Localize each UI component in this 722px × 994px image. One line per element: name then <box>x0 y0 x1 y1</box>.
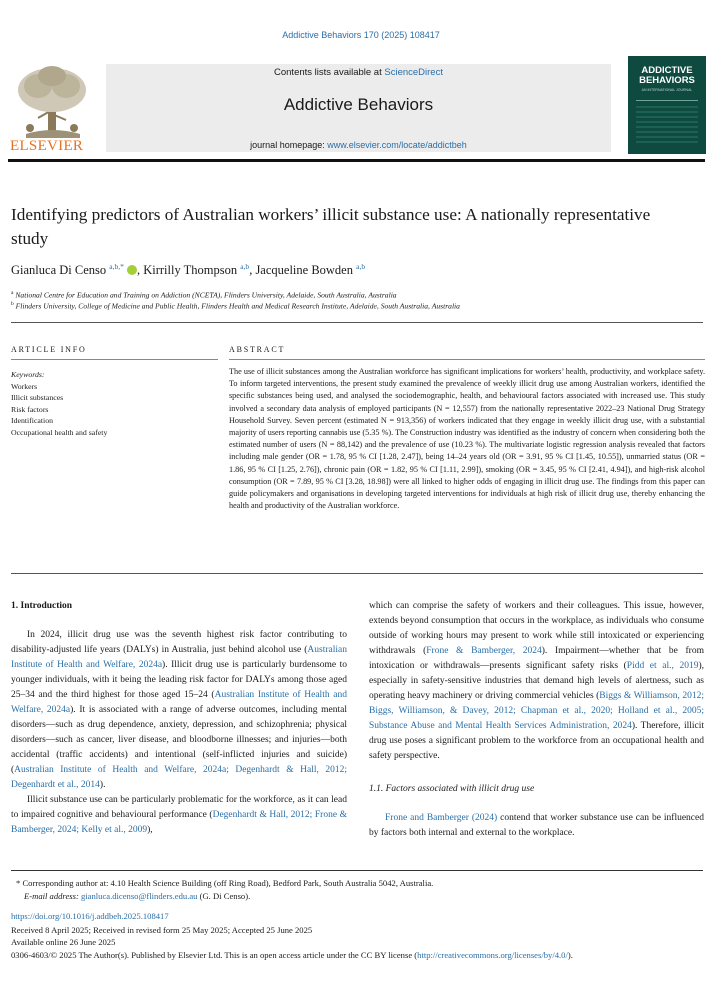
license-line <box>11 949 703 961</box>
keyword-item: Illicit substances <box>11 393 64 402</box>
affiliation-a <box>11 290 701 300</box>
keyword-item: Risk factors <box>11 404 49 414</box>
journal-reference[interactable]: Addictive Behaviors 170 (2025) 108417 <box>282 30 440 40</box>
cover-subtitle: AN INTERNATIONAL JOURNAL <box>641 88 693 92</box>
received-dates: Received 8 April 2025; Received in revised form 25 May 2025; Accepted 25 June 2025 <box>11 925 313 935</box>
corresponding-address: Corresponding author at: 4.10 Health Science Building (off Ring Road), Bedford Park, South Australia 5042, Australia. <box>22 878 434 888</box>
abstract-text: The use of illicit substances among the Australian workforce has significant implications for workers’ health, productivity, and workplace safety. To inform targeted interventions, the present study examined the prevalence of weekly illicit drug use among Australian workers, identified the specific substances being used, and analysed the sociodemographic, health, and behavioural factors associated with increased use. This study involved a secondary data analysis of employed participants (N = 12,557) from the nationally representative 2022–23 National Drug Strategy Household Survey. Seven percent (estimated N = 913,356) of workers indicated that they engage in weekly illicit drug use, with a substantial majority of users reporting cannabis use (5.35 %). The Construction industry was identified as the industry of concern when considering both the estimated number of users (N = 88,142) and the prevalence of use (10.23 %). The multivariate logistic regression analysis revealed that factors including male gender (OR = 1.78, 95 % CI [1.28, 2.47]), being 14–24 years old (OR = 3.91, 95 % CI [1.45, 10.55]), unmarried status (OR = 1.86, 95 % CI [1.25, 2.76]), chronic pain (OR = 1.82, 95 % CI [1.11, 2.99]), smoking (OR = 3.45, 95 % CI [2.41, 4.94]), and high-risk alcohol consumption (OR = 7.89, 95 % CI [3.28, 18.98]) were all linked to higher odds of engaging in illicit drug use. The findings from this paper can guide policymakers and organisations in developing targeted interventions for individuals at high risk of illicit drug use, thereby enhancing the health and productivity of the Australian workforce. <box>229 367 705 511</box>
author-name[interactable]: Gianluca Di Censo <box>11 263 107 277</box>
citation-link[interactable]: Australian Institute of Health and Welfare, 2024a; Degenhardt & Hall, 2012; Degenhardt et al., 2014 <box>11 765 347 790</box>
email-label: E-mail address: <box>24 891 81 901</box>
contents-prefix: Contents lists available at <box>274 67 385 78</box>
asterisk-marker: * <box>16 878 21 888</box>
author-name[interactable]: Kirrilly Thompson <box>143 263 238 277</box>
paragraph <box>11 628 347 793</box>
journal-title: Addictive Behaviors <box>283 95 434 114</box>
paragraph-text: contend that worker substance use can be influenced by factors both internal and external to the workplace. <box>369 813 704 838</box>
subsection-heading: 1.1. Factors associated with illicit drug use <box>369 784 535 794</box>
citation-link[interactable]: Biggs & Williamson, 2012; Biggs, Williamson, & Davey, 2012; Chapman et al., 2020; Holland et al., 2005; Substance Abuse and Mental Health Services Administration, 2024 <box>369 691 704 731</box>
body-column-left <box>11 599 347 838</box>
paragraph-text: ). It is associated with a range of adverse outcomes, including mental disorders—such as drug dependence, anxiety, depression, and schizophrenia; physical disorders—such as cancer, liver disease, and bloodborne illnesses; and injuries—both accidental (traffic accidents) and intentional (self-inflicted injuries and suicide) ( <box>11 705 347 775</box>
email-line <box>16 890 706 903</box>
affiliation-text: National Centre for Education and Training on Addiction (NCETA), Flinders University, Adelaide, South Australia, Australia <box>15 290 397 300</box>
body-column-right <box>369 599 704 841</box>
citation-link[interactable]: Pidd et al., 2019 <box>626 661 699 671</box>
homepage-prefix: journal homepage: <box>250 140 328 150</box>
author-list: Gianluca Di Censo $^{a,b,*}$ , Kirrilly Thompson $^{a,b}$, Jacqueline Bowden $^{a,b}$ <box>11 262 366 277</box>
citation-link[interactable]: Degenhardt & Hall, 2012; Frone & Bamberger, 2024; Kelly et al., 2009 <box>11 810 347 835</box>
header-rule <box>8 159 705 162</box>
keyword-item: Workers <box>11 381 38 391</box>
title-divider <box>11 322 703 323</box>
paragraph <box>369 811 704 841</box>
paragraph-text: ), <box>147 825 153 835</box>
article-info-rule <box>11 359 218 360</box>
keyword-item: Identification <box>11 416 53 425</box>
elsevier-wordmark: ELSEVIER <box>10 138 84 154</box>
sciencedirect-link[interactable]: ScienceDirect <box>384 67 443 78</box>
citation-link[interactable]: Australian Institute of Health and Welfare, 2024a <box>11 645 347 670</box>
article-history <box>11 924 703 961</box>
abstract-bottom-rule <box>11 573 703 574</box>
abstract-heading: ABSTRACT <box>229 345 286 354</box>
journal-homepage <box>106 140 611 150</box>
keywords-block <box>11 369 216 438</box>
license-link[interactable]: http://creativecommons.org/licenses/by/4.0/ <box>417 949 568 960</box>
affiliation-text: Flinders University, College of Medicine and Public Health, Flinders Health and Medical Research Institute, Adelaide, South Australia, Australia <box>15 301 460 311</box>
cover-divider <box>636 100 698 101</box>
doi-link[interactable]: https://doi.org/10.1016/j.addbeh.2025.108417 <box>11 911 169 921</box>
paragraph-text: Illicit substance use can be particularly problematic for the workforce, as it can lead to impaired cognitive and behavioural performance ( <box>11 795 347 820</box>
paragraph <box>11 793 347 838</box>
section-heading: 1. Introduction <box>11 601 73 611</box>
online-date: Available online 26 June 2025 <box>11 937 116 948</box>
article-info-heading: ARTICLE INFO <box>11 345 87 354</box>
affiliation-marker: b <box>11 301 14 307</box>
abstract-rule <box>229 359 705 360</box>
author-affiliation-marker[interactable]: a,b <box>240 262 250 271</box>
author-affiliation-marker[interactable]: a,b,* <box>109 262 124 271</box>
paragraph <box>369 599 704 764</box>
paragraph-text: ). Impairment—whether that be from intoxication or withdrawals—presents significant safety risks ( <box>369 646 704 671</box>
email-link[interactable]: gianluca.dicenso@flinders.edu.au <box>80 891 198 901</box>
cover-title-2: BEHAVIORS <box>639 75 695 86</box>
cover-text-lines <box>636 106 698 146</box>
paragraph-text: ). <box>99 780 106 790</box>
author-name[interactable]: Jacqueline Bowden <box>255 263 353 277</box>
affiliation-b <box>11 301 701 311</box>
orcid-icon[interactable] <box>127 265 137 275</box>
email-suffix: (G. Di Censo). <box>197 891 251 901</box>
paragraph-text: ), especially in safety-sensitive industries that demand high levels of alertness, such as operating heavy machinery or driving commercial vehicles ( <box>369 661 704 701</box>
paragraph-text: In 2024, illicit drug use was the seventh highest risk factor contributing to disability-adjusted life years (DALYs) in Australia, just behind alcohol use ( <box>11 630 347 655</box>
keyword-item: Occupational health and safety <box>11 427 108 437</box>
corresponding-footnote <box>16 877 706 903</box>
affiliation-marker: a <box>11 290 14 296</box>
article-title: Identifying predictors of Australian workers’ illicit substance use: A nationally representative study <box>11 205 651 248</box>
citation-link[interactable]: Frone & Bamberger, 2024 <box>426 646 542 656</box>
license-suffix: ). <box>567 949 573 960</box>
paragraph-text: ). Therefore, illicit drug use poses a significant problem to the workforce from an occupational health and safety perspective. <box>369 721 704 761</box>
citation-link[interactable]: Australian Institute of Health and Welfare, 2024a <box>11 690 347 715</box>
keywords-label: Keywords: <box>11 370 45 379</box>
cover-title-1: ADDICTIVE <box>641 65 693 76</box>
elsevier-logo <box>8 62 100 156</box>
contents-line <box>106 67 611 78</box>
citation-link[interactable]: Frone and Bamberger (2024) <box>385 813 498 823</box>
paragraph-text: which can comprise the safety of workers and their colleagues. This issue, however, extends beyond consumption that occurs in the workplace, as individuals who consume outside of working hours may present to work while still intoxicated or experiencing withdrawals ( <box>369 601 704 656</box>
homepage-link[interactable]: www.elsevier.com/locate/addictbeh <box>327 140 467 150</box>
author-affiliation-marker[interactable]: a,b <box>356 262 366 271</box>
license-prefix: 0306-4603/© 2025 The Author(s). Published by Elsevier Ltd. This is an open access article under the CC BY license ( <box>11 949 418 960</box>
corresponding-author-note <box>16 877 706 890</box>
footnote-rule <box>11 870 703 871</box>
paragraph-text: ). Illicit drug use is particularly burdensome to younger individuals, with it being the leading risk factor for DALYs among those aged 25–34 and the third highest for those aged 15–24 ( <box>11 660 347 700</box>
journal-cover[interactable] <box>628 56 706 154</box>
